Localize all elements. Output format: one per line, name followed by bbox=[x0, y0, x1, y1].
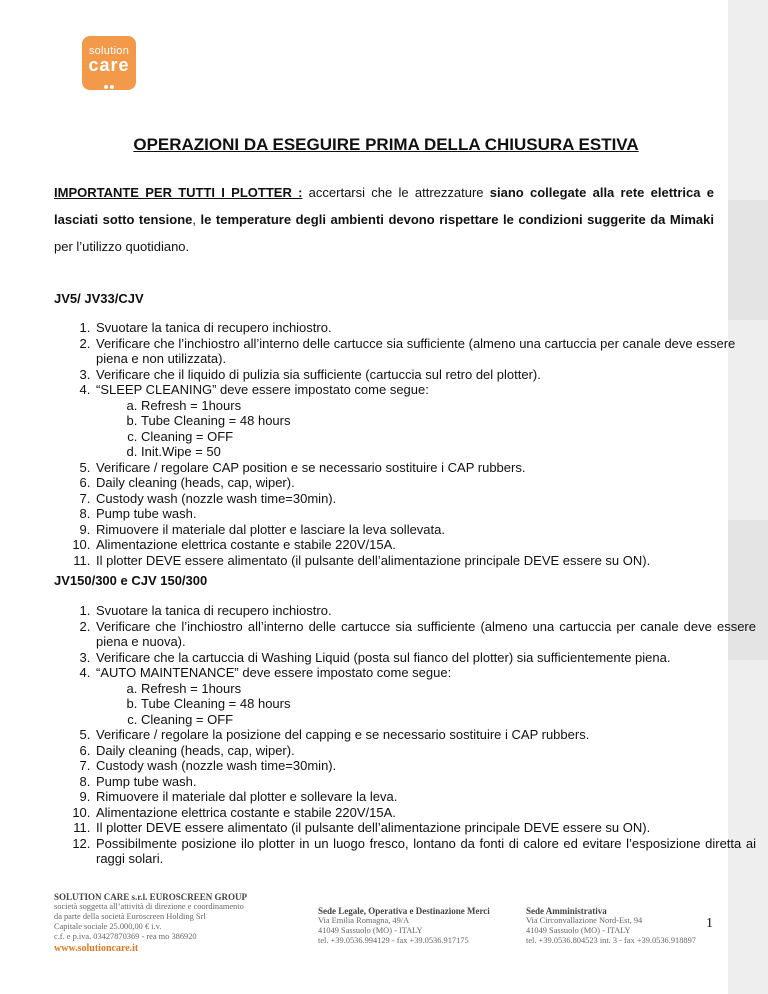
list-item: 9. Rimuovere il materiale dal plotter e lasciare la leva sollevata. bbox=[94, 522, 756, 538]
footer-legal bbox=[318, 906, 518, 946]
page-title: OPERAZIONI DA ESEGUIRE PRIMA DELLA CHIUSURA ESTIVA bbox=[133, 135, 639, 154]
footer-line: Capitale sociale 25.000,00 € i.v. bbox=[54, 922, 162, 931]
sub-list-item: b. Tube Cleaning = 48 hours bbox=[141, 696, 756, 712]
intro-paragraph bbox=[54, 179, 714, 260]
background-decoration bbox=[728, 200, 768, 320]
list-item: 6. Daily cleaning (heads, cap, wiper). bbox=[94, 475, 756, 491]
logo-line1: solution bbox=[88, 45, 130, 57]
footer-admin-title: Sede Amministrativa bbox=[526, 906, 607, 916]
list-item: 10. Alimentazione elettrica costante e stabile 220V/15A. bbox=[94, 537, 756, 553]
logo-dots bbox=[104, 76, 116, 94]
footer-legal-title: Sede Legale, Operativa e Destinazione Merci bbox=[318, 906, 490, 916]
list-item: 11. Il plotter DEVE essere alimentato (il pulsante dell’alimentazione principale DEVE essere su ON). bbox=[94, 820, 756, 836]
list-item: 2. Verificare che l’inchiostro all’interno delle cartucce sia sufficiente (almeno una cartuccia per canale deve essere piena e nuova). bbox=[94, 619, 756, 650]
list-item: 3. Verificare che la cartuccia di Washing Liquid (posta sul fianco del plotter) sia sufficientemente piena. bbox=[94, 650, 756, 666]
intro-bold: le temperature degli ambienti devono rispettare le condizioni suggerite da Mimaki bbox=[200, 212, 714, 227]
solution-care-logo bbox=[82, 36, 136, 90]
intro-text: , bbox=[192, 212, 201, 227]
list-item: 5. Verificare / regolare CAP position e se necessario sostituire i CAP rubbers. bbox=[94, 460, 756, 476]
list-item: 3. Verificare che il liquido di pulizia sia sufficiente (cartuccia sul retro del plotter). bbox=[94, 367, 756, 383]
sub-list-item: a. Refresh = 1hours bbox=[141, 681, 756, 697]
intro-important: IMPORTANTE PER TUTTI I PLOTTER : bbox=[54, 185, 303, 200]
list-item: 7. Custody wash (nozzle wash time=30min). bbox=[94, 758, 756, 774]
section-heading: JV150/300 e CJV 150/300 bbox=[54, 573, 208, 588]
sub-list-item: c. Cleaning = OFF bbox=[141, 712, 756, 728]
list-item bbox=[94, 665, 756, 727]
sub-list-item: d. Init.Wipe = 50 bbox=[141, 444, 756, 460]
list-item bbox=[94, 382, 756, 460]
footer-line: Via Emilia Romagna, 49/A bbox=[318, 916, 410, 925]
page-number: 1 bbox=[706, 916, 713, 931]
section2-list bbox=[54, 603, 756, 867]
sub-list-item: c. Cleaning = OFF bbox=[141, 429, 756, 445]
footer-company bbox=[54, 892, 299, 954]
intro-bold: siano collegate alla rete elettrica e lasciati sotto tensione bbox=[54, 185, 714, 227]
list-item: 7. Custody wash (nozzle wash time=30min). bbox=[94, 491, 756, 507]
logo-line2: care bbox=[88, 55, 130, 75]
footer-line: Via Circonvallazione Nord-Est, 94 bbox=[526, 916, 643, 925]
intro-text: per l’utilizzo quotidiano. bbox=[54, 239, 190, 254]
footer-line: 41049 Sassuolo (MO) - ITALY bbox=[526, 926, 631, 935]
footer-line: tel. +39.0536.994129 - fax +39.0536.917175 bbox=[318, 936, 469, 945]
list-item-text: “AUTO MAINTENANCE” deve essere impostato come segue: bbox=[96, 665, 452, 680]
list-item: 8. Pump tube wash. bbox=[94, 774, 756, 790]
list-item: 8. Pump tube wash. bbox=[94, 506, 756, 522]
list-item: 12. Possibilmente posizione ilo plotter in un luogo fresco, lontano da fonti di calore ed evitare l’esposizione diretta ai raggi solari. bbox=[94, 836, 756, 867]
intro-text: accertarsi che le attrezzature bbox=[302, 185, 490, 200]
list-item: 9. Rimuovere il materiale dal plotter e sollevare la leva. bbox=[94, 789, 756, 805]
list-item: 6. Daily cleaning (heads, cap, wiper). bbox=[94, 743, 756, 759]
footer-line: tel. +39.0536.804523 int. 3 - fax +39.0536.918897 bbox=[526, 936, 696, 945]
sub-list-item: b. Tube Cleaning = 48 hours bbox=[141, 413, 756, 429]
list-item-text: “SLEEP CLEANING” deve essere impostato come segue: bbox=[96, 382, 429, 397]
list-item: 1. Svuotare la tanica di recupero inchiostro. bbox=[94, 603, 756, 619]
footer-website-link[interactable]: www.solutioncare.it bbox=[54, 943, 139, 954]
footer-line: 41049 Sassuolo (MO) - ITALY bbox=[318, 926, 423, 935]
footer-line: da parte della società Euroscreen Holding Srl bbox=[54, 912, 206, 921]
list-item: 11. Il plotter DEVE essere alimentato (il pulsante dell’alimentazione principale DEVE essere su ON). bbox=[94, 553, 756, 569]
section1-list bbox=[54, 320, 756, 568]
footer-line: c.f. e p.iva. 03427870369 - rea mo 386920 bbox=[54, 932, 197, 941]
list-item: 10. Alimentazione elettrica costante e stabile 220V/15A. bbox=[94, 805, 756, 821]
list-item: 2. Verificare che l’inchiostro all’interno delle cartucce sia sufficiente (almeno una cartuccia per canale deve essere piena e non utilizzata). bbox=[94, 336, 756, 367]
section-heading: JV5/ JV33/CJV bbox=[54, 291, 144, 306]
sub-list bbox=[96, 398, 756, 460]
sub-list bbox=[96, 681, 756, 728]
footer-line: società soggetta all’attività di direzione e coordinamento bbox=[54, 902, 244, 911]
sub-list-item: a. Refresh = 1hours bbox=[141, 398, 756, 414]
list-item: 1. Svuotare la tanica di recupero inchiostro. bbox=[94, 320, 756, 336]
footer-company-name: SOLUTION CARE s.r.l. EUROSCREEN GROUP bbox=[54, 892, 247, 902]
list-item: 5. Verificare / regolare la posizione del capping e se necessario sostituire i CAP rubbers. bbox=[94, 727, 756, 743]
